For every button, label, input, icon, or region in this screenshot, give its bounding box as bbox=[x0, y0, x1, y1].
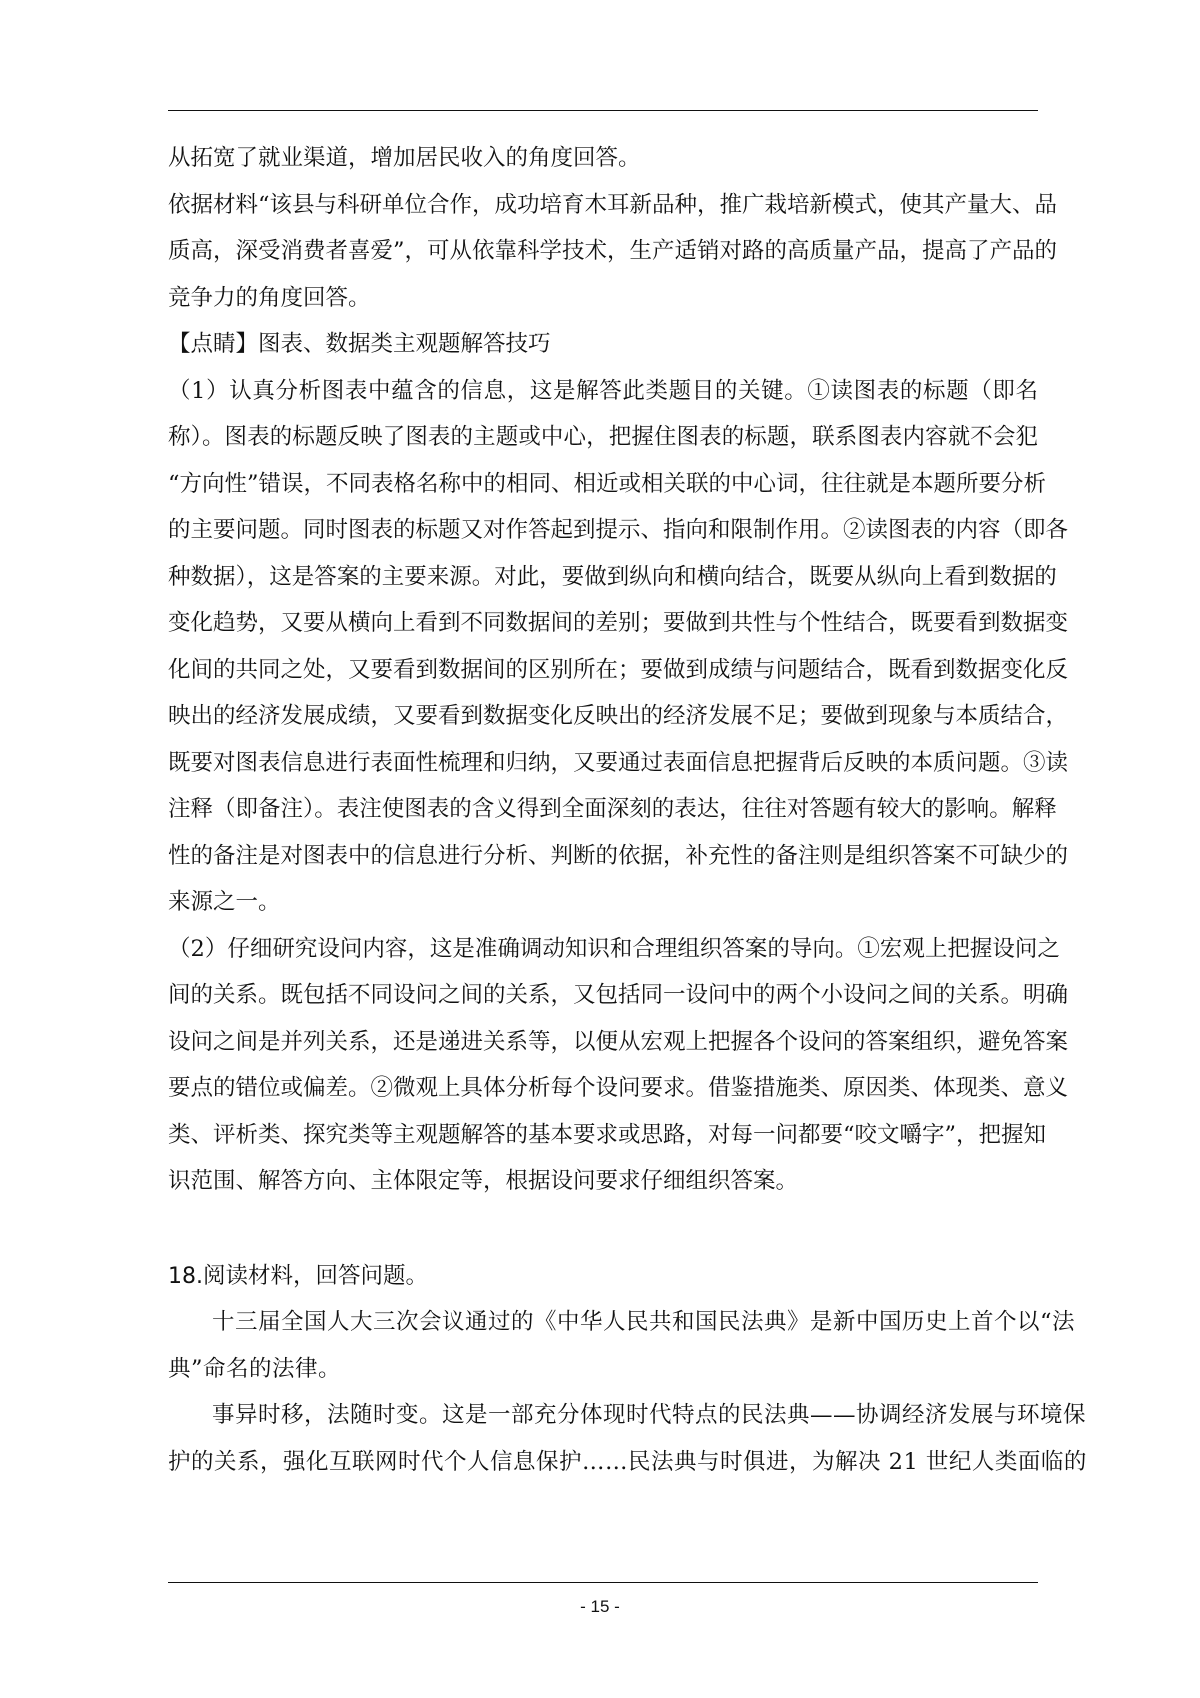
answer-line: 性的备注是对图表中的信息进行分析、判断的依据，补充性的备注则是组织答案不可缺少的 bbox=[168, 842, 1069, 869]
tip-heading: 【点睛】图表、数据类主观题解答技巧 bbox=[168, 331, 551, 357]
question-prompt: 阅读材料，回答问题。 bbox=[203, 1262, 429, 1289]
answer-line: 变化趋势，又要从横向上看到不同数据间的差别；要做到共性与个性结合，既要看到数据变 bbox=[168, 610, 1069, 636]
answer-line: （2）仔细研究设问内容，这是准确调动知识和合理组织答案的导向。①宏观上把握设问之 bbox=[168, 935, 1060, 962]
answer-line: 间的关系。既包括不同设问之间的关系，又包括同一设问中的两个小设问之间的关系。明确 bbox=[168, 982, 1069, 1008]
question-number: 18. bbox=[168, 1263, 203, 1289]
answer-line: 识范围、解答方向、主体限定等，根据设问要求仔细组织答案。 bbox=[168, 1168, 799, 1194]
answer-line: 称）。图表的标题反映了图表的主题或中心，把握住图表的标题，联系图表内容就不会犯 bbox=[168, 424, 1038, 450]
answer-line: 既要对图表信息进行表面性梳理和归纳，又要通过表面信息把握背后反映的本质问题。③读 bbox=[168, 749, 1069, 776]
material-line: 事异时移，法随时变。这是一部充分体现时代特点的民法典——协调经济发展与环境保 bbox=[212, 1402, 1087, 1428]
answer-line: 从拓宽了就业渠道，增加居民收入的角度回答。 bbox=[168, 145, 641, 171]
answer-line: 要点的错位或偏差。②微观上具体分析每个设问要求。借鉴措施类、原因类、体现类、意义 bbox=[168, 1075, 1069, 1101]
answer-line: 设问之间是并列关系，还是递进关系等，以便从宏观上把握各个设问的答案组织，避免答案 bbox=[168, 1028, 1069, 1055]
answer-line: （1）认真分析图表中蕴含的信息，这是解答此类题目的关键。①读图表的标题（即名 bbox=[168, 377, 1038, 404]
material-line: 典”命名的法律。 bbox=[168, 1355, 342, 1382]
answer-line: 质高，深受消费者喜爱”，可从依靠科学技术，生产适销对路的高质量产品，提高了产品的 bbox=[168, 238, 1058, 264]
section-gap bbox=[168, 1214, 1038, 1262]
answer-line: 竞争力的角度回答。 bbox=[168, 284, 371, 311]
answer-line: 依据材料“该县与科研单位合作，成功培育木耳新品种，推广栽培新模式，使其产量大、品 bbox=[168, 191, 1058, 218]
answer-line: 类、评析类、探究类等主观题解答的基本要求或思路，对每一问都要“咬文嚼字”，把握知 bbox=[168, 1121, 1047, 1148]
answer-line: 来源之一。 bbox=[168, 889, 281, 915]
header-rule bbox=[168, 110, 1038, 111]
material-line: 十三届全国人大三次会议通过的《中华人民共和国民法典》是新中国历史上首个以“法 bbox=[212, 1309, 1076, 1335]
page-number: - 15 - bbox=[580, 1597, 620, 1616]
answer-line: 注释（即备注）。表注使图表的含义得到全面深刻的表达，往往对答题有较大的影响。解释 bbox=[168, 796, 1057, 822]
answer-line: 的主要问题。同时图表的标题又对作答起到提示、指向和限制作用。②读图表的内容（即各 bbox=[168, 517, 1069, 543]
material-line: 护的关系，强化互联网时代个人信息保护……民法典与时俱进，为解决 21 世纪人类面临的 bbox=[168, 1448, 1087, 1475]
question-heading bbox=[168, 1262, 1038, 1290]
answer-line: “方向性”错误，不同表格名称中的相同、相近或相关联的中心词，往往就是本题所要分析 bbox=[168, 470, 1047, 497]
answer-line: 种数据），这是答案的主要来源。对此，要做到纵向和横向结合，既要从纵向上看到数据的 bbox=[168, 563, 1057, 590]
footer-rule bbox=[168, 1582, 1038, 1583]
answer-line: 映出的经济发展成绩，又要看到数据变化反映出的经济发展不足；要做到现象与本质结合， bbox=[168, 703, 1069, 729]
answer-line: 化间的共同之处，又要看到数据间的区别所在；要做到成绩与问题结合，既看到数据变化反 bbox=[168, 656, 1069, 683]
page-body bbox=[168, 144, 1087, 1494]
